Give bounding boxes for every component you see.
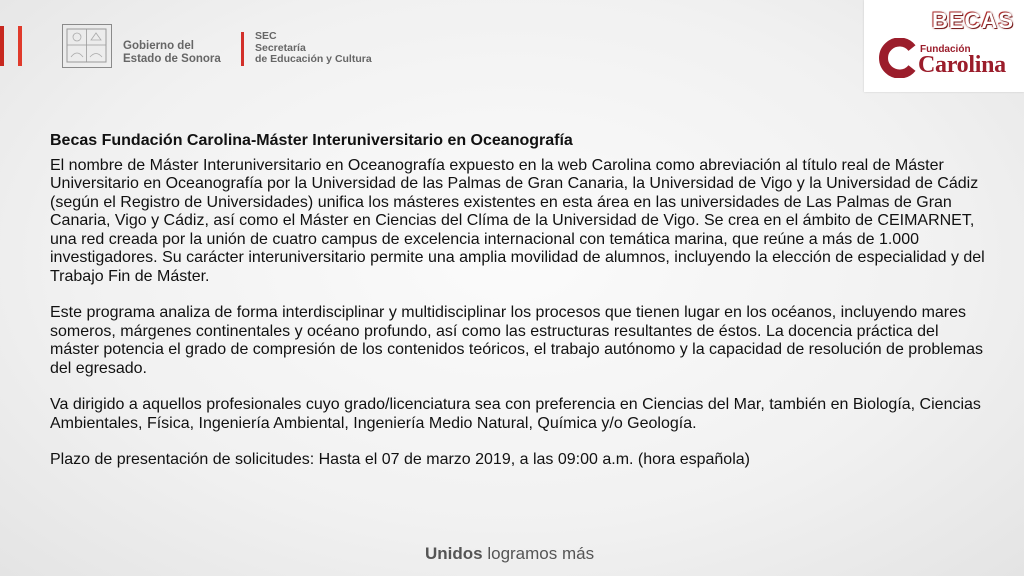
sec-line2: Secretaría xyxy=(255,41,306,54)
gobierno-sonora-text xyxy=(123,40,221,66)
gobierno-line2: Estado de Sonora xyxy=(123,53,221,65)
fundacion-small-text: Fundación xyxy=(920,44,971,55)
paragraph-2: Este programa analiza de forma interdisciplinar y multidisciplinar los procesos que tienen lugar en los océanos, incluyendo mares someros, márgenes continentales y océano profundo, así como las estructuras resultantes de éstos. La docencia práctica del máster potencia el grado de compresión de los contenidos teóricos, el trabajo autónomo y la capacidad de resolución de problemas del egresado. xyxy=(50,304,983,377)
sec-divider xyxy=(241,32,244,66)
sec-text xyxy=(255,31,372,66)
main-content xyxy=(50,132,985,488)
fundacion-carolina-c-icon xyxy=(878,38,918,78)
paragraph-4: Plazo de presentación de solicitudes: Hasta el 07 de marzo 2019, a las 09:00 a.m. (hora española) xyxy=(50,451,750,468)
sec-line3: de Educación y Cultura xyxy=(255,53,372,65)
paragraph-1: El nombre de Máster Interuniversitario en Oceanografía expuesto en la web Carolina como abreviación al título real de Máster Universitario en Oceanografía por la Universidad de las Palmas de Gran Canaria, la Universidad de Vigo y la Universidad de Cádiz (según el Registro de Universidades) unifica los másteres existentes en esta área en las universidades de Las Palmas de Gran Canaria, Vigo y Cádiz, así como el Máster en Ciencias del Clíma de la Universidad de Vigo. Se crea en el ámbito de CEIMARNET, una red creada por la unión de cuatro campus de excelencia internacional con temática marina, que reúne a más de 1.000 investigadores. Su carácter interuniversitario permite una amplia movilidad de alumnos, incluyendo la elección de especialidad y del Trabajo Fin de Máster. xyxy=(50,156,985,285)
sec-line1: SEC xyxy=(255,30,277,42)
footer-rest: logramos más xyxy=(482,544,595,563)
becas-fundacion-carolina-logo xyxy=(864,0,1024,92)
paragraph-3: Va dirigido a aquellos profesionales cuyo grado/licenciatura sea con preferencia en Ciencias del Mar, también en Biología, Ciencias Ambientales, Física, Ingeniería Ambiental, Ingeniería Medio Natural, Química y/o Geología. xyxy=(50,396,981,432)
carolina-big-text: Carolina xyxy=(918,52,1006,78)
left-red-bar-2 xyxy=(18,26,22,66)
sonora-seal-logo xyxy=(62,24,112,68)
footer-bold: Unidos xyxy=(425,544,483,563)
gobierno-line1: Gobierno del xyxy=(123,40,194,52)
footer-slogan xyxy=(425,544,594,564)
becas-label: BECAS xyxy=(931,8,1014,33)
page-heading: Becas Fundación Carolina-Máster Interuniversitario en Oceanografía xyxy=(50,132,573,149)
left-red-bar xyxy=(0,26,4,66)
